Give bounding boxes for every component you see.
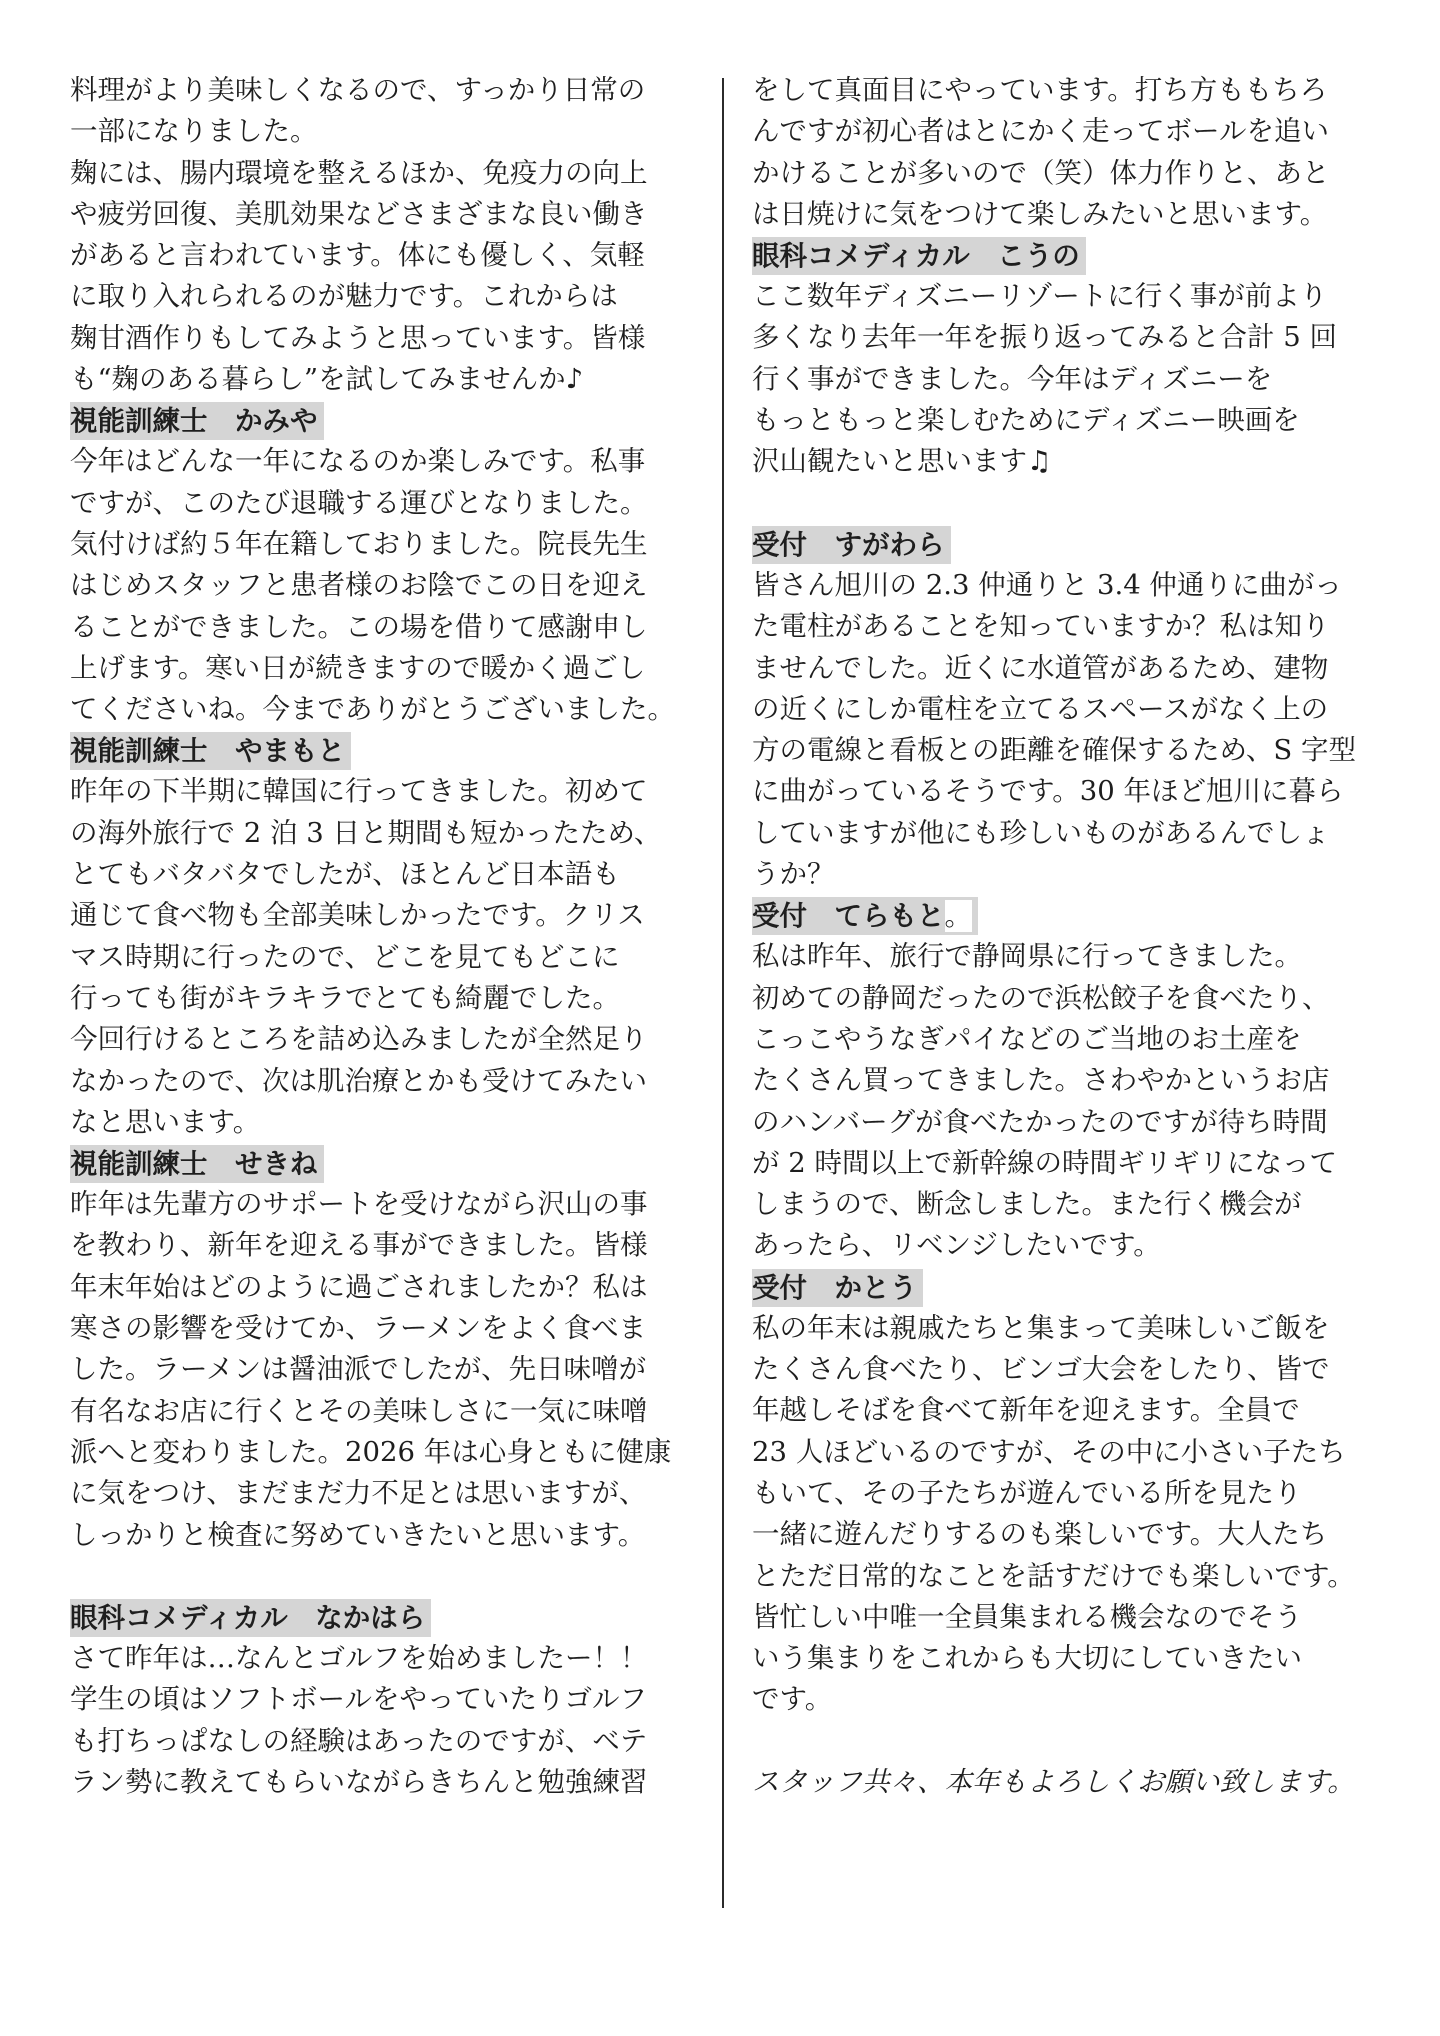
text-line: んですが初心者はとにかく走ってボールを追い [752, 115, 1329, 148]
text-line: 皆忙しい中唯一全員集まれる機会なのでそう [752, 1600, 1302, 1633]
text-line: あったら、リベンジしたいです。 [752, 1229, 1161, 1262]
text-line: 今年はどんな一年になるのか楽しみです。私事 [70, 445, 646, 478]
section-body-yamamoto [70, 771, 700, 1143]
text-line: た電柱があることを知っていますか？私は知り [752, 610, 1330, 643]
text-line: とてもバタバタでしたが、ほとんど日本語も [70, 858, 620, 891]
text-line: に取り入れられるのが魅力です。これからは [70, 280, 618, 313]
section-heading-sekine: 視能訓練士 せきね [70, 1145, 324, 1183]
text-line: していますが他にも珍しいものがあるんでしょ [752, 816, 1330, 849]
text-line: 行っても街がキラキラでとても綺麗でした。 [70, 981, 620, 1014]
section-body-kouno [752, 276, 1384, 482]
section-body-teramoto [752, 936, 1384, 1266]
text-line: 皆さん旭川の 2.3 仲通りと 3.4 仲通りに曲がっ [752, 568, 1342, 601]
text-line: 通じて食べ物も全部美味しかったです。クリス [70, 899, 645, 932]
section-heading-kamiya: 視能訓練士 かみや [70, 402, 324, 440]
text-line: ここ数年ディズニーリゾートに行く事が前より [752, 280, 1328, 313]
text-line: 学生の頃はソフトボールをやっていたりゴルフ [70, 1683, 647, 1716]
text-line: なかったので、次は肌治療とかも受けてみたい [70, 1064, 647, 1097]
text-line: しまうので、断念しました。また行く機会が [752, 1188, 1302, 1221]
section-heading-katou: 受付 かとう [752, 1269, 923, 1307]
section-heading-nakahara: 眼科コメディカル なかはら [70, 1599, 431, 1637]
text-line: 気付けば約５年在籍しておりました。院長先生 [70, 527, 648, 560]
text-line: 沢山観たいと思います♫ [752, 445, 1052, 478]
text-line: をして真面目にやっています。打ち方ももちろ [752, 74, 1328, 106]
text-line: も打ちっぱなしの経験はあったのですが、ベテ [70, 1724, 648, 1757]
section-body-kamiya [70, 441, 700, 730]
text-line: が 2 時間以上で新幹線の時間ギリギリになって [752, 1146, 1337, 1179]
text-line: のハンバーグが食べたかったのですが待ち時間 [752, 1105, 1328, 1138]
section-heading-teramoto-label: 受付 てらもと [752, 900, 945, 933]
text-line: ることができました。この場を借りて感謝申し [70, 610, 648, 643]
spacer [70, 1556, 700, 1597]
text-line: 行く事ができました。今年はディズニーを [752, 362, 1273, 395]
text-line: も“麹のある暮らし”を試してみませんか♪ [70, 363, 584, 396]
text-line: に気をつけ、まだまだ力不足とは思いますが、 [70, 1477, 647, 1510]
text-line: 年末年始はどのように過ごされましたか？私は [70, 1270, 648, 1303]
text-line: ませんでした。近くに水道管があるため、建物 [752, 651, 1329, 684]
text-line: です。 [752, 1683, 833, 1716]
text-line: こっこやうなぎパイなどのご当地のお土産を [752, 1022, 1302, 1055]
text-line: の近くにしか電柱を立てるスペースがなく上の [752, 692, 1329, 725]
section-heading-kouno: 眼科コメディカル こうの [752, 237, 1086, 275]
text-line: 上げます。寒い日が続きますので暖かく過ごし [70, 651, 646, 684]
spacer [752, 483, 1384, 524]
section-heading-sugawara: 受付 すがわら [752, 526, 951, 564]
text-line: もいて、その子たちが遊んでいる所を見たり [752, 1476, 1302, 1509]
text-line: かけることが多いので（笑）体力作りと、あと [752, 156, 1330, 189]
section-heading-teramoto-trail: 。 [944, 900, 972, 933]
text-line: しっかりと検査に努めていきたいと思います。 [70, 1518, 646, 1551]
section-body-sugawara [752, 565, 1384, 895]
text-line: は日焼けに気をつけて楽しみたいと思います。 [752, 197, 1328, 230]
text-line: はじめスタッフと患者様のお陰でこの日を迎え [70, 569, 648, 602]
text-line: の海外旅行で 2 泊 3 日と期間も短かったため、 [70, 816, 662, 849]
text-line: 私は昨年、旅行で静岡県に行ってきました。 [752, 940, 1302, 973]
right-column [752, 70, 1384, 1803]
text-line: 麹には、腸内環境を整えるほか、免疫力の向上 [70, 156, 648, 189]
text-line: いう集まりをこれからも大切にしていきたい [752, 1642, 1302, 1675]
text-line: した。ラーメンは醤油派でしたが、先日味噌が [70, 1353, 647, 1386]
section-heading-teramoto [752, 897, 978, 935]
text-line: とただ日常的なことを話すだけでも楽しいです。 [752, 1559, 1355, 1592]
text-line: 年越しそばを食べて新年を迎えます。全員で [752, 1394, 1300, 1427]
text-line: 寒さの影響を受けてか、ラーメンをよく食べま [70, 1312, 647, 1345]
text-line: 今回行けるところを詰め込みましたが全然足り [70, 1023, 648, 1056]
text-line: に曲がっているそうです。30 年ほど旭川に暮ら [752, 775, 1344, 808]
text-line: うか？ [752, 858, 835, 891]
spacer [752, 1721, 1384, 1762]
section-heading-yamamoto: 視能訓練士 やまもと [70, 732, 351, 770]
closing-message: スタッフ共々、本年もよろしくお願い致します。 [752, 1765, 1355, 1798]
column-divider [722, 78, 724, 1908]
text-line: 一緒に遊んだりするのも楽しいです。大人たち [752, 1518, 1328, 1551]
text-line: 昨年の下半期に韓国に行ってきました。初めて [70, 775, 648, 808]
text-line: 派へと変わりました。2026 年は心身ともに健康 [70, 1435, 672, 1468]
text-line: 一部になりました。 [70, 115, 318, 148]
text-line: 麹甘酒作りもしてみようと思っています。皆様 [70, 321, 646, 354]
section-body-nakahara-continued [752, 70, 1384, 235]
text-line: もっともっと楽しむためにディズニー映画を [752, 404, 1300, 437]
text-line: てくださいね。今までありがとうございました。 [70, 693, 675, 726]
text-line: 初めての静岡だったので浜松餃子を食べたり、 [752, 981, 1330, 1014]
text-line: ですが、このたび退職する運びとなりました。 [70, 486, 648, 519]
text-line: 昨年は先輩方のサポートを受けながら沢山の事 [70, 1188, 648, 1221]
left-column [70, 70, 700, 1803]
text-line: 私の年末は親戚たちと集まって美味しいご飯を [752, 1311, 1330, 1344]
section-body-sekine [70, 1184, 700, 1556]
text-line: マス時期に行ったので、どこを見てもどこに [70, 940, 620, 973]
text-line: ラン勢に教えてもらいながらきちんと勉強練習 [70, 1765, 648, 1798]
text-line: を教わり、新年を迎える事ができました。皆様 [70, 1229, 648, 1262]
text-line: 料理がより美味しくなるので、すっかり日常の [70, 74, 646, 106]
intro-paragraph [70, 70, 700, 400]
text-line: や疲労回復、美肌効果などさまざまな良い働き [70, 197, 648, 230]
text-line: さて昨年は…なんとゴルフを始めましたー！！ [70, 1642, 648, 1675]
text-line: 23 人ほどいるのですが、その中に小さい子たち [752, 1435, 1346, 1468]
text-line: 有名なお店に行くとその美味しさに一気に味噌 [70, 1394, 648, 1427]
text-line: 多くなり去年一年を振り返ってみると合計 5 回 [752, 321, 1337, 354]
text-line: があると言われています。体にも優しく、気軽 [70, 239, 645, 272]
section-body-katou [752, 1308, 1384, 1721]
text-line: たくさん食べたり、ビンゴ大会をしたり、皆で [752, 1353, 1330, 1386]
text-line: 方の電線と看板との距離を確保するため、S 字型 [752, 734, 1356, 767]
text-line: たくさん買ってきました。さわやかというお店 [752, 1064, 1330, 1097]
text-line: なと思います。 [70, 1105, 261, 1138]
section-body-nakahara [70, 1638, 700, 1803]
